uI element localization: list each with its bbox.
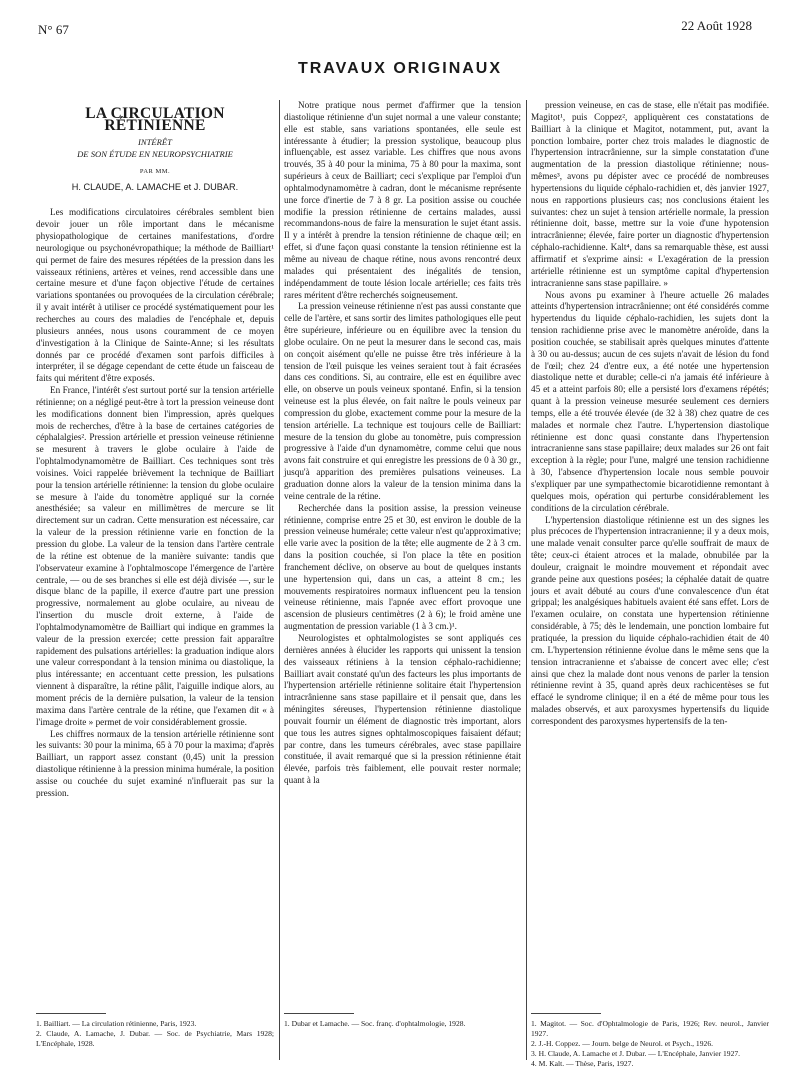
column-divider — [526, 100, 527, 1060]
column-1 — [36, 100, 274, 800]
footnote: 2. J.-H. Coppez. — Journ. belge de Neurol. et Psych., 1926. — [531, 1039, 714, 1048]
footnote: 1. Dubar et Lamache. — Soc. franç. d'ophtalmologie, 1928. — [284, 1019, 466, 1028]
paragraph: Les modifications circulatoires cérébrales semblent bien devoir jouer un rôle important dans le mécanisme physiopathologique de certaines manifestations, d'ordre neurologique ou psychonévropathique; la méthode de Bailliart¹ qui permet de faire des mesures répétées de la pression dans les vaisseaux rétiniens, artères et veines, rend accessible dans une certaine mesure et d'une façon objective l'étude de certaines variations spontanées ou provoquées de la circulation cérébrale; il y avait intérêt à utiliser ce procédé systématiquement pour les recherches au cours des maladies de l'encéphale et, depuis plusieurs années, nous usons couramment de ce moyen d'investigation à la Clinique de Sainte-Anne; si les résultats donnés par ce procédé d'examen sont parfois difficiles à interpréter, il se dégage cependant de cette étude un faisceau de faits qui méritent d'être exposés. — [36, 207, 274, 384]
section-title: TRAVAUX ORIGINAUX — [297, 60, 503, 77]
paragraph: Recherchée dans la position assise, la pression veineuse rétinienne, comprise entre 25 et 30, est environ le double de la pression veineuse humérale; cette valeur n'est qu'approximative; elle varie avec la position de la tête; elle augmente de 2 à 3 cm. dans la position couchée, si l'on place la tête en position franchement déclive, on observe au bout de quelques instants une hypertension qui, dans un cas, a atteint 8 cm.; les mouvements respiratoires normaux influencent peu la tension veineuse rétinienne, mais l'apnée avec effort provoque une ascension de plusieurs centimètres (2 à 6); le froid amène une augmentation de pression variable (1 à 3 cm.)¹. — [284, 502, 521, 632]
footnote: 3. H. Claude, A. Lamache et J. Dubar. — L'Encéphale, Janvier 1927. — [531, 1049, 741, 1058]
footnotes-col-1 — [36, 1004, 274, 1049]
footnotes-col-3 — [531, 1004, 769, 1069]
paragraph: En France, l'intérêt s'est surtout porté sur la tension artérielle rétinienne; on a négligé peut-être à tort la pression veineuse dont les modifications donnent bien l'impression, après quelques mois de recherches, d'être à la base de certaines catégories de céphalalgies². Pression artérielle et pression veineuse rétinienne se mesurent à travers le globe oculaire à l'aide de l'ophtalmodynamomètre de Bailliart. Ces techniques sont très voisines. Voici rappelée brièvement la technique de Bailliart pour la tension artérielle rétinienne: la tension du globe oculaire se mesure à l'aide du tonomètre appliqué sur la cornée anesthésiée; sa valeur en millimètres de mercure se lit directement sur un cadran. Cette mensuration est nécessaire, car la valeur de la pression rétinienne varie en fonction de la pression du globe. La valeur de la tension dans l'artère centrale de la rétine est obtenue de la manière suivante: tandis que l'observateur examine à l'ophtalmoscope l'émergence de l'artère centrale, — ou de ses branches si elle est déjà divisée —, sur le disque blanc de la papille, il exerce d'autre part une pression progressive, normalement au globe oculaire, au niveau de l'insertion du muscle droit externe, à l'aide de l'ophtalmodynamomètre de Bailliart qui indique en grammes la valeur de la pression exercée; cette pression fait apparaître rapidement des pulsations artérielles: la graduation indique alors une valeur correspondant à la tension minima ou diastolique, la plus intéressante; en accentuant cette pression, les pulsations viennent à disparaître, la rétine pâlit, l'aiguille indique alors, au moment précis de la dernière pulsation, la valeur de la tension maxima dans l'artère centrale de la rétine, que l'examen dit « à l'image droite » permet de voir considérablement grossie. — [36, 385, 274, 727]
column-divider — [279, 100, 280, 1060]
footnote: 4. M. Kalt. — Thèse, Paris, 1927. — [531, 1059, 634, 1068]
issue-number: N° 67 — [38, 22, 69, 37]
column-3 — [531, 100, 769, 728]
footnote-separator — [531, 1013, 601, 1014]
article-title: LA CIRCULATION RÉTINIENNE — [85, 105, 225, 134]
paragraph: La pression veineuse rétinienne n'est pas aussi constante que celle de l'artère, et sans sortir des limites pathologiques elle peut être supérieure, inférieure ou en équilibre avec la tension du globe oculaire. On ne peut la mesurer dans le second cas, mais on conçoit aisément qu'elle ne puisse être très inférieure à la tension de l'œil puisque les veines seraient tout à fait écrasées dans ces conditions. Si, au contraire, elle est en équilibre avec elle, on observe un pouls veineux spontané. Enfin, si la tension veineuse est la plus élevée, on fait naître le pouls veineux par compression du globe, exactement comme pour la mesure de la tension artérielle. La technique est toujours celle de Bailliart: mesure de la tension du globe au tonomètre, puis compression progressive à l'aide d'un dynamomètre, comme celui que nous avons fait construire et qui enregistre les pressions de 0 à 30 gr., jusqu'à apparition des premières pulsations veineuses. La graduation donne alors la valeur de la tension minima dans la veine centrale de la rétine. — [284, 301, 521, 501]
footnote-separator — [284, 1013, 354, 1014]
article-subtitle-1: INTÉRÊT — [138, 136, 172, 147]
paragraph: Neurologistes et ophtalmologistes se sont appliqués ces dernières années à élucider les rapports qui unissent la tension des vaisseaux rétiniens à la tension céphalo-rachidienne; Bailliart avait constaté qu'un des facteurs les plus importants de l'hypertension artérielle rétinienne solitaire était l'hypertension intracrânienne sans stase papillaire et il pensait que, dans les méningites séreuses, l'hypertension rétinienne diastolique pouvait fournir un élément de diagnostic très important, alors que tous les autres signes ophtalmoscopiques faisaient défaut; par contre, dans les tumeurs cérébrales, avec stase papillaire constituée, il avait remarqué que si la pression rétinienne était élevée, parfois très faiblement, elle pouvait rester normale; quant à la — [284, 632, 521, 786]
article-subtitle-2: DE SON ÉTUDE EN NEUROPSYCHIATRIE — [77, 148, 233, 159]
footnote: 1. Magitot. — Soc. d'Ophtalmologie de Paris, 1926; Rev. neurol., Janvier 1927. — [531, 1019, 769, 1038]
paragraph: Les chiffres normaux de la tension artérielle rétinienne sont les suivants: 30 pour la minima, 65 à 70 pour la maxima; d'après Bailliart, un rapport assez constant (0,45) unit la pression diastolique rétinienne à la pression minima humérale, la position assise ou couchée du sujet examiné n'influerait pas sur la pression. — [36, 728, 274, 798]
par-mm: PAR MM. — [139, 167, 171, 175]
paragraph: Notre pratique nous permet d'affirmer que la tension diastolique rétinienne d'un sujet normal a une valeur constante; elle est stable, sans variations spontanées, elle seule est intéressante à étudier; la pression systolique, beaucoup plus influençable, est assez variable. Les chiffres que nous avons trouvés, 35 à 40 pour la minima, 75 à 80 pour la maxima, sont supérieurs à ceux de Bailliart; ceci s'explique par l'emploi d'un ophtalmodynamomètre à cadran, dont le mécanisme représente une force d'inertie de 7 à 8 gr. La position assise ou couchée modifie la pression rétinienne de certains malades, aussi recommandons-nous de faire la mensuration le sujet étant assis. Il y a intérêt à prendre la tension rétinienne de chaque œil; en effet, si d'une façon quasi constante la tension rétinienne est la même au niveau de chaque rétine, nous avons rencontré deux malades qui présentaient des inégalités de tension, indépendamment de toute lésion locale artérielle; ces faits très rares méritent d'être recherchés soigneusement. — [284, 100, 521, 300]
footnote: 1. Bailliart. — La circulation rétinienne, Paris, 1923. — [36, 1019, 197, 1028]
issue-date: 22 Août 1928 — [681, 18, 752, 33]
footnote: 2. Claude, A. Lamache, J. Dubar. — Soc. de Psychiatrie, Mars 1928; L'Encéphale, 1928. — [36, 1029, 274, 1048]
article-authors: H. CLAUDE, A. LAMACHE et J. DUBAR. — [71, 181, 239, 192]
footnote-separator — [36, 1013, 106, 1014]
column-2 — [284, 100, 521, 787]
paragraph: Nous avons pu examiner à l'heure actuelle 26 malades atteints d'hypertension intracrânienne; ont été considérés comme hypertendus du liquide céphalo-rachidien, les sujets dont la tension rachidienne prise avec le manomètre anéroïde, dans la position couchée, se stabilisait après quelques minutes d'attente à 30 ou au-dessus; aucun de ces sujets n'avait de lésion du fond de l'œil; chez 24 d'entre eux, a été notée une hypertension diastolique nette et durable; celle-ci n'a jamais été inférieure à 45 et a atteint parfois 80; elle a persisté lors d'examens répétés; quant à la pression veineuse mesurée seulement ces derniers temps, elle a été trouvée élevée (de 32 à 38) chez quatre de ces malades et normale chez l'autre. L'hypertension diastolique rétinienne est donc quasi constante dans l'hypertension intracranienne sans stase papillaire; deux malades sur 26 ont fait exception à la règle; pour l'une, malgré une tension rachidienne à 30, l'absence d'hypertension locale nous semble pouvoir s'expliquer par une sympathectomie bicarotidienne remontant à quelques mois, opération qui perturbe considérablement les conditions de la circulation cérébrale. — [531, 289, 769, 513]
paragraph: pression veineuse, en cas de stase, elle n'était pas modifiée. Magitot¹, puis Coppez², appliquèrent ces constatations de Bailliart à la clinique et Magitot, notamment, put, avant la ponction lombaire, porter chez trois malades le diagnostic de l'hypertension intracrânienne, sur la simple constatation d'une augmentation de la pression diastolique rétinienne; nous-mêmes³, avons pu dépister avec ce procédé de nombreuses hypertensions du liquide céphalo-rachidien et, dès janvier 1927, nous en rapportions plusieurs cas; nos conclusions étaient les suivantes: chez un sujet à tension artérielle normale, la pression rétinienne doit, basse, mettre sur la voie d'une hypotension intracrânienne; élevée, faire porter un diagnostic d'hypertension céphalo-rachidienne. Kalt⁴, dans sa remarquable thèse, est aussi affirmatif et s'exprime ainsi: « L'exagération de la pression artérielle rétinienne est un symptôme capital d'hypertension intracranienne sans stase papillaire. » — [531, 100, 769, 288]
footnotes-col-2 — [284, 1004, 521, 1029]
paragraph: L'hypertension diastolique rétinienne est un des signes les plus précoces de l'hypertension intracranienne; il y a deux mois, une malade venait consulter parce qu'elle souffrait de maux de tête; ceux-ci étaient atroces et la malade, obnubilée par la douleur, craignait le moindre mouvement et répondait avec grande peine aux questions posées; la céphalée datait de quatre jours et avait débuté au cours d'une convalescence d'un état grippal; les analgésiques habituels avaient été sans effet. Lors de l'examen oculaire, on constata une hypertension rétinienne considérable, à 75; dès le lendemain, une ponction lombaire fut pratiquée, la pression du liquide céphalo-rachidien était de 40 cm. L'hypertension rétinienne évolue dans le même sens que la tension intracranienne et s'abaisse de concert avec elle; c'est ainsi que chez la malade dont nous venons de parler la tension rétinienne revint à 35, quand après deux rachicentèses se fut effacé le syndrome clinique; il en a été de même pour tous les malades observés, et aux paroxysmes hypertensifs du liquide correspondent des paroxysmes hypertensifs de la ten- — [531, 514, 769, 726]
